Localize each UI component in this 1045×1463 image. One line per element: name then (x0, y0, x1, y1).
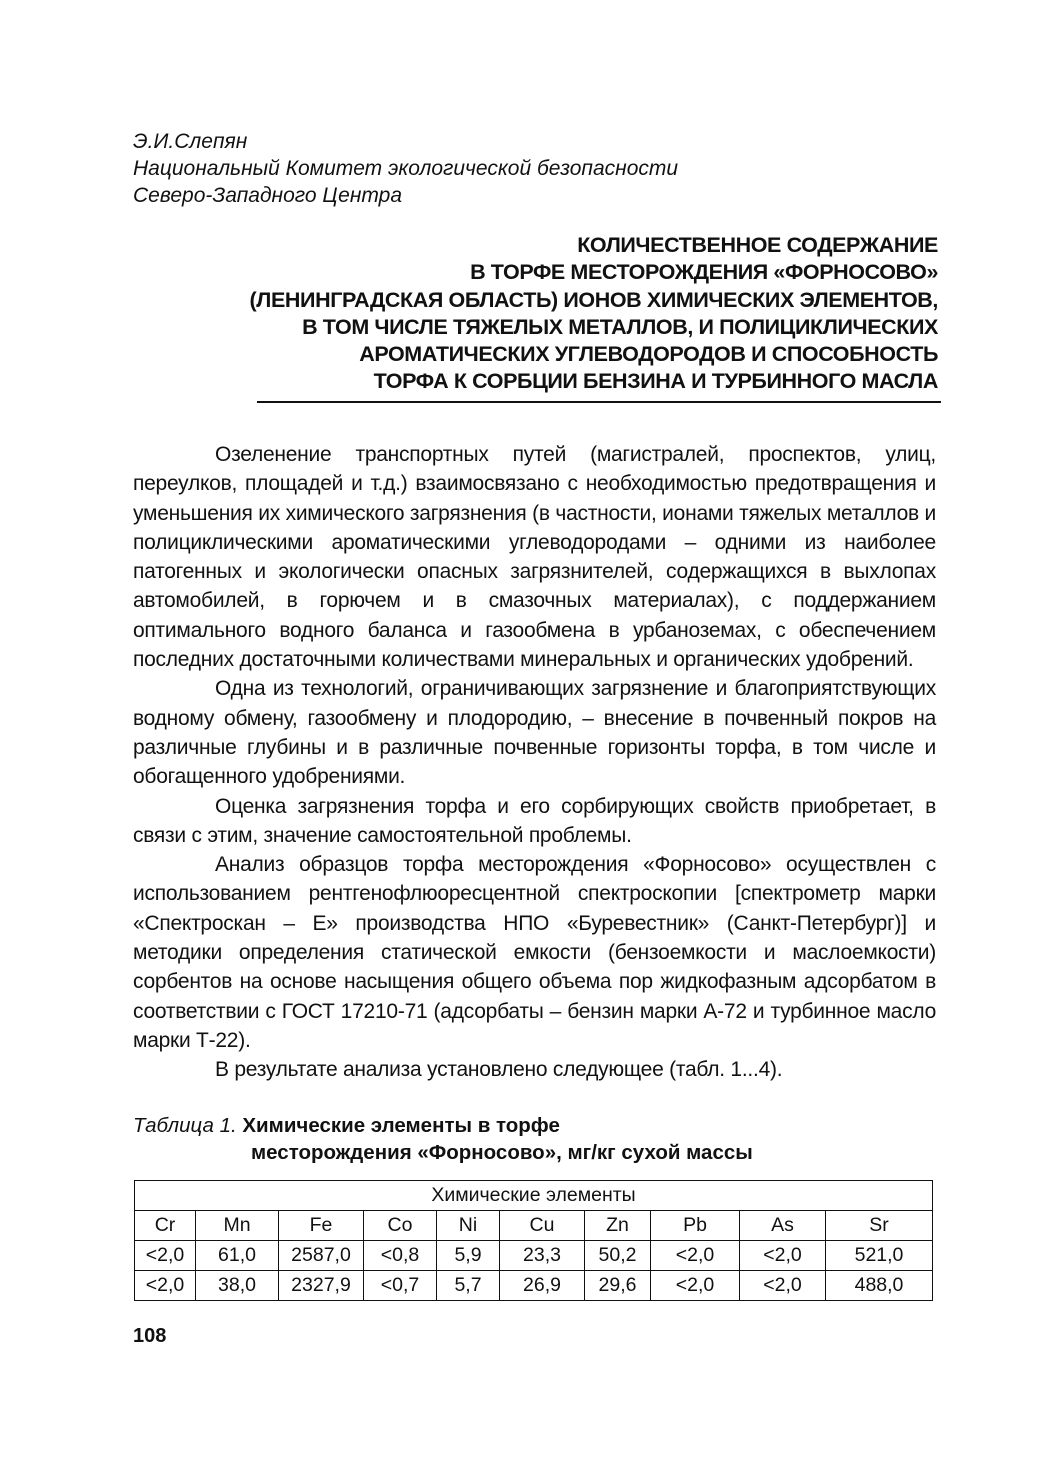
paragraph: Озеленение транспортных путей (магистралей, проспектов, улиц, переулков, площадей и т.д.) взаимосвязано с необходимостью предотвращения и уменьшения их химического загрязнения (в частности, ионами тяжелых металлов и полициклическими ароматическими углеводородами – одними из наиболее патогенных и экологически опасных загрязнителей, содержащихся в выхлопах автомобилей, в горючем и в смазочных материалах), с поддержанием оптимального водного баланса и газообмена в урбаноземах, с обеспечением последних достаточными количествами минеральных и органических удобрений. (133, 443, 936, 672)
table-group-header: Химические элементы (135, 1181, 933, 1211)
title-line: КОЛИЧЕСТВЕННОЕ СОДЕРЖАНИЕ (577, 233, 938, 257)
table-caption-lead: Таблица 1. (133, 1114, 237, 1137)
column-header: Cr (135, 1211, 196, 1241)
title-line: АРОМАТИЧЕСКИХ УГЛЕВОДОРОДОВ И СПОСОБНОСТЬ (359, 342, 938, 367)
table-group-header-row (135, 1181, 933, 1211)
title-line: В ТОРФЕ МЕСТОРОЖДЕНИЯ «ФОРНОСОВО» (470, 260, 938, 285)
table-cell: <2,0 (135, 1271, 196, 1301)
table-cell: 521,0 (826, 1241, 933, 1271)
column-header: Ni (437, 1211, 500, 1241)
column-header: Cu (500, 1211, 585, 1241)
table-cell: 5,9 (437, 1241, 500, 1271)
column-header: As (740, 1211, 826, 1241)
column-header: Co (364, 1211, 437, 1241)
table-caption-text: Химические элементы в торфе (242, 1114, 560, 1137)
paragraph: Анализ образцов торфа месторождения «Форносово» осуществлен с использованием рентгенофлюоресцентной спектроскопии [спектрометр марки «Спектроскан – Е» производства НПО «Буревестник» (Санкт-Петербург)] и методики определения статической емкости (бензоемкости и маслоемкости) сорбентов на основе насыщения общего объема пор жидкофазным адсорбатом в соответствии с ГОСТ 17210-71 (адсорбаты – бензин марки А-72 и турбинное масло марки Т-22). (133, 853, 936, 1052)
table-cell: <2,0 (651, 1271, 740, 1301)
table-cell: 61,0 (196, 1241, 279, 1271)
column-header: Sr (826, 1211, 933, 1241)
author-block (133, 128, 753, 209)
title-line: В ТОМ ЧИСЛЕ ТЯЖЕЛЫХ МЕТАЛЛОВ, И ПОЛИЦИКЛИЧЕСКИХ (302, 314, 938, 339)
table-cell: <2,0 (740, 1271, 826, 1301)
paragraph: В результате анализа установлено следующее (табл. 1...4). (215, 1058, 783, 1082)
table-caption-text-2: месторождения «Форносово», мг/кг сухой массы (251, 1141, 753, 1164)
paragraph: Оценка загрязнения торфа и его сорбирующих свойств приобретает, в связи с этим, значение самостоятельной проблемы. (133, 794, 936, 847)
table-cell: <0,8 (364, 1241, 437, 1271)
column-header: Pb (651, 1211, 740, 1241)
table-cell: 38,0 (196, 1271, 279, 1301)
elements-table (134, 1180, 933, 1301)
table-cell: 2327,9 (279, 1271, 364, 1301)
table-cell: <2,0 (651, 1241, 740, 1271)
author-name: Э.И.Слепян (133, 130, 248, 153)
title-line: (ЛЕНИНГРАДСКАЯ ОБЛАСТЬ) ИОНОВ ХИМИЧЕСКИХ ЭЛЕМЕНТОВ, (249, 287, 938, 312)
table-cell: <0,7 (364, 1271, 437, 1301)
table-caption (133, 1112, 913, 1166)
table-cell: <2,0 (740, 1241, 826, 1271)
column-header: Fe (279, 1211, 364, 1241)
column-header: Mn (196, 1211, 279, 1241)
column-header: Zn (585, 1211, 651, 1241)
paragraph: Одна из технологий, ограничивающих загрязнение и благоприятствующих водному обмену, газообмену и плодородию, – внесение в почвенный покров на различные глубины и в различные почвенные горизонты торфа, в том числе и обогащенного удобрениями. (133, 677, 936, 789)
title-line: ТОРФА К СОРБЦИИ БЕНЗИНА И ТУРБИННОГО МАСЛА (373, 369, 938, 394)
table-cell: 23,3 (500, 1241, 585, 1271)
table-row (135, 1271, 933, 1301)
table-cell: 488,0 (826, 1271, 933, 1301)
table-cell: <2,0 (135, 1241, 196, 1271)
page-number: 108 (133, 1325, 167, 1347)
table-header-row (135, 1211, 933, 1241)
table-cell: 2587,0 (279, 1241, 364, 1271)
author-org-line2: Северо-Западного Центра (133, 184, 403, 207)
table-cell: 29,6 (585, 1271, 651, 1301)
author-org-line1: Национальный Комитет экологической безопасности (133, 157, 679, 180)
article-body (133, 440, 936, 1085)
table-cell: 5,7 (437, 1271, 500, 1301)
table-row (135, 1241, 933, 1271)
title-underline (257, 401, 941, 403)
article-title (130, 232, 938, 396)
table-cell: 50,2 (585, 1241, 651, 1271)
table-cell: 26,9 (500, 1271, 585, 1301)
